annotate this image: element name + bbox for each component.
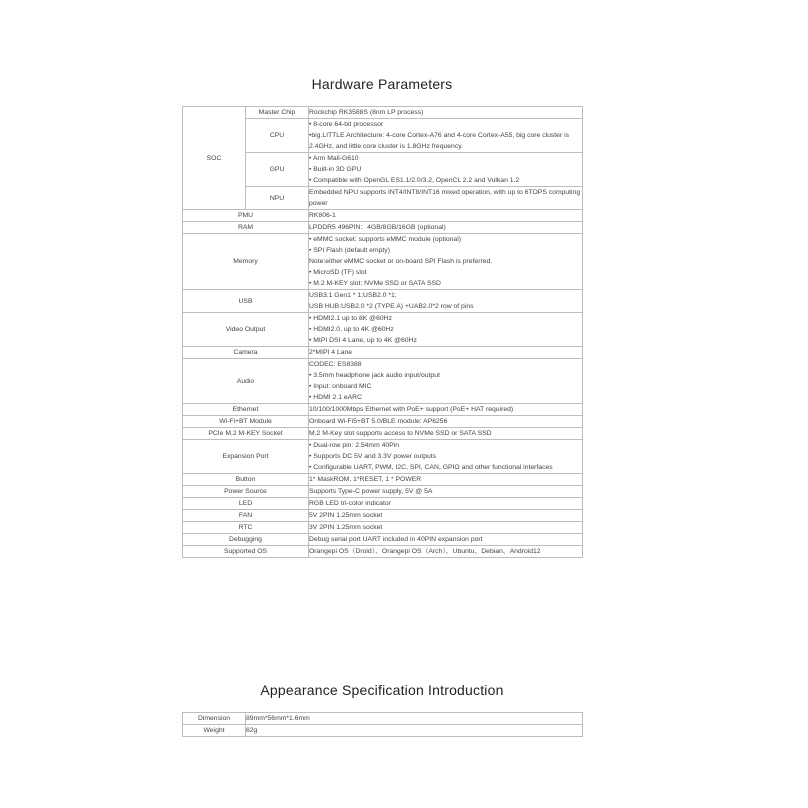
spec-value: [309, 440, 583, 474]
table-row: [183, 440, 583, 474]
table-row: [183, 290, 583, 313]
spec-label: Ethernet: [183, 404, 309, 416]
spec-value-line: • HDMI 2.1 eARC: [309, 394, 362, 401]
spec-value-line: Onboard Wi-Fi5+BT 5.0/BLE module: AP6256: [309, 418, 448, 425]
table-row: [183, 210, 583, 222]
spec-label: RTC: [183, 522, 309, 534]
spec-value-line: • Configurable UART, PWM, I2C, SPI, CAN, GPIO and other functional interfaces: [309, 464, 553, 471]
hardware-parameters-title: Hardware Parameters: [311, 76, 453, 92]
spec-value: [309, 313, 583, 347]
spec-value-line: 1* MaskROM, 1*RESET, 1 * POWER: [309, 476, 422, 483]
spec-label: Camera: [183, 347, 309, 359]
spec-value: [309, 153, 583, 187]
spec-value: [309, 234, 583, 290]
spec-value-line: Debug serial port UART included in 40PIN expansion port: [309, 536, 483, 543]
table-row: [183, 486, 583, 498]
spec-value: [309, 347, 583, 359]
spec-label: FAN: [183, 510, 309, 522]
spec-value-line: • SPI Flash (default empty): [309, 247, 390, 254]
spec-value: [309, 546, 583, 558]
spec-value-line: Embedded NPU supports INT4/INT8/INT16 mixed operation, with up to 6TOPS computing power: [309, 189, 581, 207]
spec-value-line: M.2 M-Key slot supports access to NVMe SSD or SATA SSD: [309, 430, 492, 437]
spec-label: Debugging: [183, 534, 309, 546]
spec-value-line: • Compatible with OpenGL ES1.1/2.0/3.2, OpenCL 2.2 and Vulkan 1.2: [309, 177, 520, 184]
spec-value-line: • Supports DC 5V and 3.3V power outputs: [309, 453, 437, 460]
spec-label: Video Output: [183, 313, 309, 347]
spec-value: [309, 474, 583, 486]
spec-value-line: • HDMI2.1 up to 8K @60Hz: [309, 315, 392, 322]
spec-value: [309, 404, 583, 416]
spec-value-line: 5V 2PIN 1.25mm socket: [309, 512, 383, 519]
spec-value-line: •big.LITTLE Architecture: 4-core Cortex-A76 and 4-core Cortex-A55, big core cluster is 2.4GHz, and little core cluster is 1.8GHz frequency.: [309, 132, 570, 150]
spec-value-line: • Dual-row pin: 2.54mm 40Pin: [309, 442, 400, 449]
spec-value-line: RGB LED tri-color indicator: [309, 500, 391, 507]
spec-value-line: • Built-in 3D GPU: [309, 166, 362, 173]
table-row: [183, 313, 583, 347]
spec-sub-label: GPU: [246, 153, 309, 187]
spec-value-line: Note:either eMMC socket or on-board SPI Flash is preferred.: [309, 258, 493, 265]
table-row: [183, 347, 583, 359]
spec-value-line: • MIPI DSI 4 Lane, up to 4K @60Hz: [309, 337, 417, 344]
spec-value: [309, 222, 583, 234]
spec-label: RAM: [183, 222, 309, 234]
table-row: [183, 404, 583, 416]
spec-value-line: • Arm Mali-G610: [309, 155, 359, 162]
soc-group-label: SOC: [183, 107, 246, 210]
table-row: [183, 498, 583, 510]
spec-value: [309, 210, 583, 222]
spec-value-line: LPDDR5 496PIN：4GB/8GB/16GB (optional): [309, 224, 446, 231]
hardware-parameters-table: [182, 106, 583, 558]
spec-sub-label: NPU: [246, 187, 309, 210]
spec-value-line: USB3.1 Gen1 * 1;USB2.0 *1;: [309, 292, 397, 299]
spec-value-line: 3V 2PIN 1.25mm socket: [309, 524, 383, 531]
spec-value: [309, 416, 583, 428]
spec-value: 62g: [246, 725, 583, 737]
spec-value-line: • eMMC socket: supports eMMC module (optional): [309, 236, 461, 243]
spec-value: [309, 498, 583, 510]
table-row: [183, 234, 583, 290]
table-row: [183, 359, 583, 404]
appearance-specification-title: Appearance Specification Introduction: [260, 682, 504, 698]
spec-label: Weight: [183, 725, 246, 737]
spec-value: [309, 510, 583, 522]
spec-label: Wi-Fi+BT Module: [183, 416, 309, 428]
spec-value: [309, 486, 583, 498]
spec-value-line: Orangepi OS（Droid）、Orangepi OS（Arch）、Ubuntu、Debian、Android12: [309, 548, 541, 555]
spec-value-line: 10/100/1000Mbps Ethernet with PoE+ support (PoE+ HAT required): [309, 406, 514, 413]
spec-value-line: • MicroSD (TF) slot: [309, 269, 367, 276]
spec-value-line: Rockchip RK3588S (8nm LP process): [309, 109, 424, 116]
table-row: [183, 416, 583, 428]
spec-value: [309, 534, 583, 546]
appearance-specification-table: [182, 712, 583, 737]
table-row: [183, 107, 583, 119]
table-row: [183, 725, 583, 737]
table-row: [183, 474, 583, 486]
table-row: [183, 522, 583, 534]
spec-value-line: CODEC: ES8388: [309, 361, 362, 368]
spec-value: [309, 119, 583, 153]
table-row: [183, 546, 583, 558]
spec-value: 89mm*56mm*1.6mm: [246, 713, 583, 725]
spec-label: PMU: [183, 210, 309, 222]
spec-value: [309, 187, 583, 210]
spec-value: [309, 428, 583, 440]
spec-value-line: 2*MIPI 4 Lane: [309, 349, 353, 356]
spec-label: Memory: [183, 234, 309, 290]
table-row: [183, 534, 583, 546]
spec-label: Supported OS: [183, 546, 309, 558]
spec-sub-label: Master Chip: [246, 107, 309, 119]
spec-value: [309, 290, 583, 313]
spec-value: [309, 359, 583, 404]
spec-label: Dimension: [183, 713, 246, 725]
spec-value: [309, 522, 583, 534]
spec-value: [309, 107, 583, 119]
spec-label: Button: [183, 474, 309, 486]
spec-label: Power Source: [183, 486, 309, 498]
spec-sub-label: CPU: [246, 119, 309, 153]
spec-label: PCIe M.2 M-KEY Socket: [183, 428, 309, 440]
spec-value-line: • 8-core 64-bit processor: [309, 121, 384, 128]
spec-value-line: USB HUB:USB2.0 *2 (TYPE A) +UAB2.0*2 row of pins: [309, 303, 474, 310]
spec-label: Expansion Port: [183, 440, 309, 474]
spec-value-line: • Input: onboard MIC: [309, 383, 372, 390]
table-row: [183, 428, 583, 440]
table-row: [183, 510, 583, 522]
spec-label: Audio: [183, 359, 309, 404]
table-row: [183, 713, 583, 725]
spec-value-line: • M.2 M-KEY slot: NVMe SSD or SATA SSD: [309, 280, 441, 287]
spec-value-line: Supports Type-C power supply, 5V @ 5A: [309, 488, 433, 495]
spec-label: LED: [183, 498, 309, 510]
spec-value-line: • 3.5mm headphone jack audio input/output: [309, 372, 440, 379]
spec-value-line: RK806-1: [309, 212, 336, 219]
spec-value-line: • HDMI2.0, up to 4K @60Hz: [309, 326, 394, 333]
spec-label: USB: [183, 290, 309, 313]
table-row: [183, 222, 583, 234]
